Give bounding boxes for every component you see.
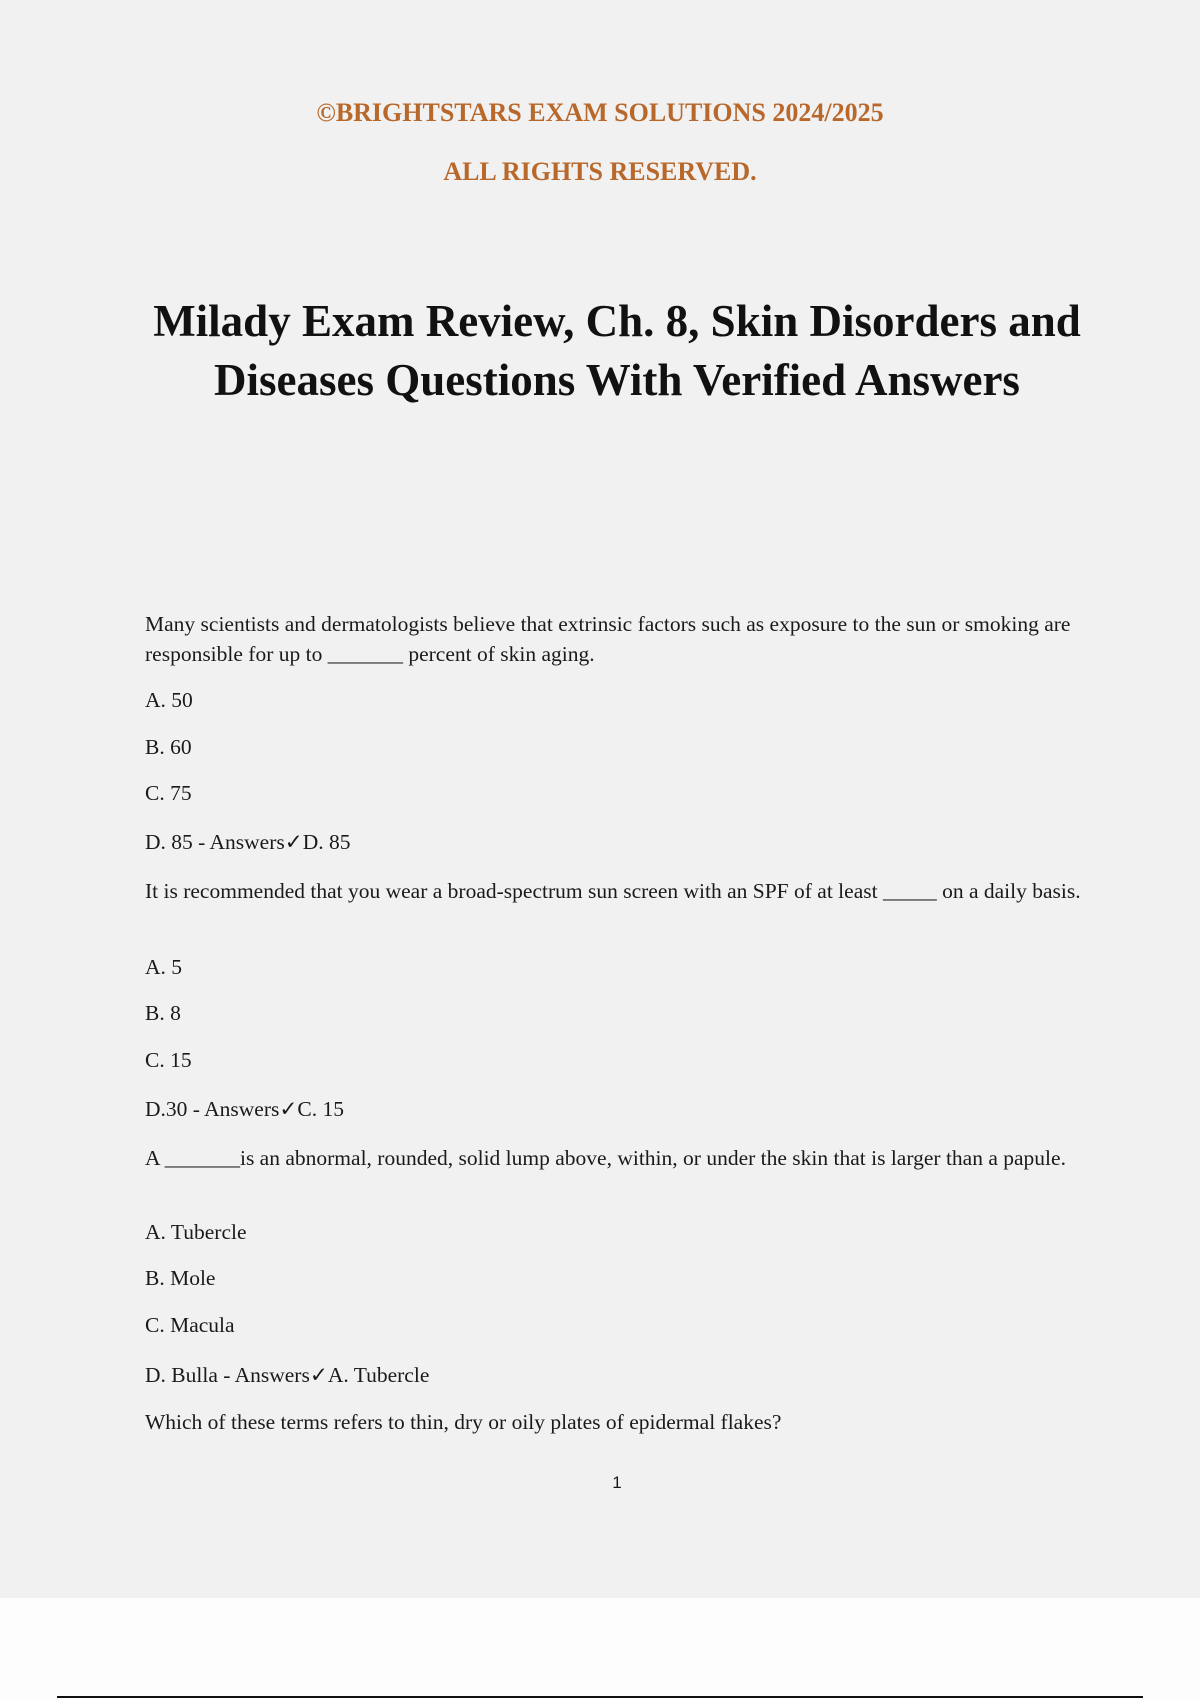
- page-divider: [57, 1696, 1143, 1698]
- question-1: Many scientists and dermatologists believe that extrinsic factors such as exposure to the sun or smoking are responsible for up to _______ percent of skin aging.: [145, 612, 1071, 666]
- question-2: It is recommended that you wear a broad-spectrum sun screen with an SPF of at least _____ on a daily basis.: [145, 879, 1081, 903]
- option-3a: A. Tubercle: [145, 1220, 247, 1244]
- option-2c: C. 15: [145, 1048, 192, 1072]
- question-3: A _______is an abnormal, rounded, solid lump above, within, or under the skin that is larger than a papule.: [145, 1146, 1066, 1170]
- option-2a: A. 5: [145, 955, 183, 979]
- question-4: Which of these terms refers to thin, dry or oily plates of epidermal flakes?: [145, 1410, 782, 1434]
- option-2d-answer: D.30 - Answers✓C. 15: [145, 1097, 344, 1121]
- option-3d-answer: D. Bulla - Answers✓A. Tubercle: [145, 1363, 430, 1387]
- option-1d-answer: D. 85 - Answers✓D. 85: [145, 830, 351, 854]
- option-2b: B. 8: [145, 1001, 181, 1025]
- option-1a: A. 50: [145, 688, 193, 712]
- page-number: 1: [612, 1473, 622, 1492]
- option-3b: B. Mole: [145, 1266, 216, 1290]
- rights-header: ALL RIGHTS RESERVED.: [443, 157, 757, 186]
- copyright-header: ©BRIGHTSTARS EXAM SOLUTIONS 2024/2025: [316, 98, 884, 127]
- option-1b: B. 60: [145, 735, 192, 759]
- option-3c: C. Macula: [145, 1313, 235, 1337]
- option-1c: C. 75: [145, 781, 192, 805]
- document-title: Milady Exam Review, Ch. 8, Skin Disorders and Diseases Questions With Verified Answers: [153, 296, 1081, 405]
